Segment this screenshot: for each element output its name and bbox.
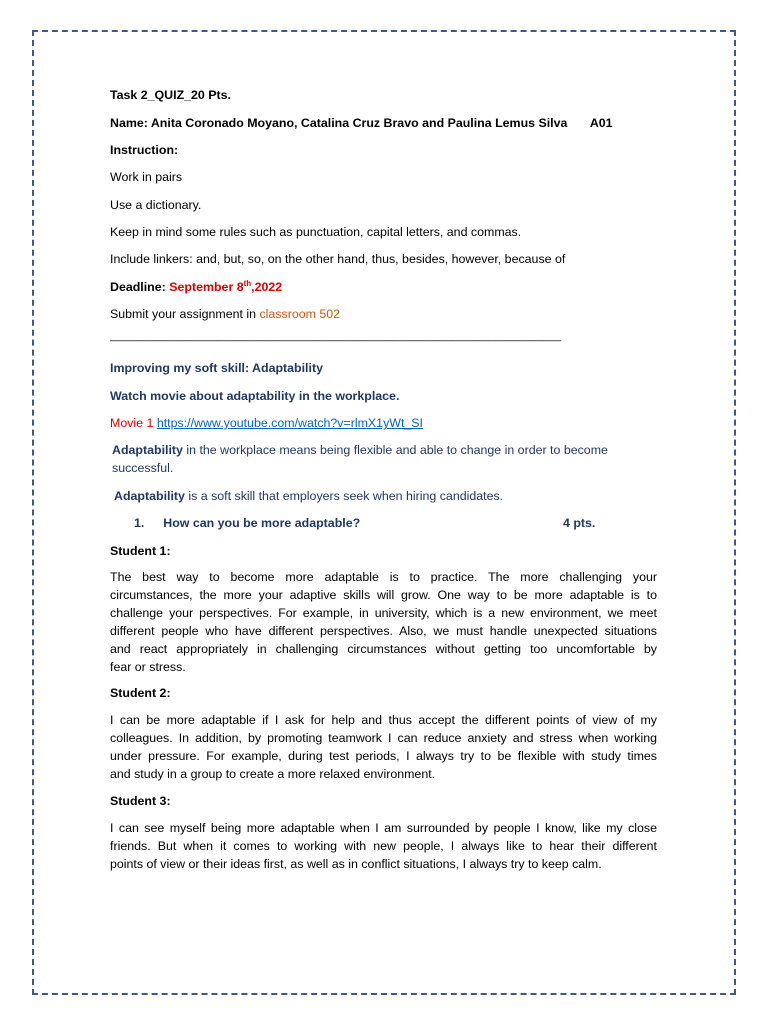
student-3-answer: points of view or their ideas first, as well as in conflict situations, I always try to keep calm. — [110, 857, 602, 871]
definition-term: Adaptability — [112, 443, 183, 457]
student-2-answer: and study in a group to create a more relaxed environment. — [110, 767, 436, 781]
deadline-line — [110, 280, 282, 295]
student-1-answer: and react appropriately in challenging circumstances without getting too uncomfortable by — [110, 642, 657, 656]
names-line — [110, 116, 613, 131]
question-text: How can you be more adaptable? — [163, 516, 361, 530]
definition-1-line-1: Adaptability in the workplace means being flexible and able to change in order to become — [112, 443, 608, 457]
student-1-answer: different people who have different perspectives. Also, we must handle unexpected situations — [110, 624, 657, 638]
deadline-label: Deadline: — [110, 280, 166, 294]
instruction-item: Keep in mind some rules such as punctuation, capital letters, and commas. — [110, 225, 522, 239]
question-points: 4 pts. — [563, 516, 596, 530]
student-2-label: Student 2: — [110, 686, 171, 700]
student-names: Anita Coronado Moyano, Catalina Cruz Bravo and Paulina Lemus Silva — [150, 116, 568, 130]
movie-label: Movie 1 — [110, 416, 154, 430]
definition-term: Adaptability — [114, 489, 185, 503]
question-1 — [134, 516, 360, 531]
student-1-answer: circumstances, the more your adaptive skills will grow. One way to be more adaptable is to — [110, 588, 657, 602]
instruction-item: Include linkers: and, but, so, on the other hand, thus, besides, however, because of — [110, 252, 566, 266]
instruction-item: Work in pairs — [110, 170, 183, 184]
instruction-item: Use a dictionary. — [110, 198, 202, 212]
student-1-answer: The best way to become more adaptable is to practice. The more challenging your — [110, 570, 657, 584]
student-2-answer: I can be more adaptable if I ask for help and thus accept the different points of view of my — [110, 713, 657, 727]
student-1-label: Student 1: — [110, 544, 171, 558]
instruction-heading: Instruction: — [110, 143, 179, 157]
name-label: Name: — [110, 116, 148, 130]
topic-title: Improving my soft skill: Adaptability — [110, 361, 323, 375]
student-1-answer: fear or stress. — [110, 660, 186, 674]
student-2-answer: under pressure. For example, during test periods, I always try to be flexible with study times — [110, 749, 657, 763]
student-1-answer: challenge your perspectives. For example, in university, which is a new environment, we meet — [110, 606, 657, 620]
student-3-label: Student 3: — [110, 794, 171, 808]
submit-place: classroom 502 — [259, 307, 341, 321]
group-code: A01 — [589, 116, 613, 130]
student-2-answer: colleagues. In addition, by promoting teamwork I can reduce anxiety and stress when working — [110, 731, 657, 745]
submit-text: Submit your assignment in — [110, 307, 257, 321]
task-title: Task 2_QUIZ_20 Pts. — [110, 88, 231, 102]
student-3-answer: friends. But when it comes to working with new people, I always like to hear their different — [110, 839, 657, 853]
separator-rule: ________________________________________________________________________ — [110, 330, 562, 342]
question-number: 1. — [134, 516, 145, 530]
movie-link[interactable]: https://www.youtube.com/watch?v=rlmX1yWt_SI — [156, 416, 423, 430]
definition-2: Adaptability is a soft skill that employers seek when hiring candidates. — [114, 489, 504, 503]
watch-instruction: Watch movie about adaptability in the workplace. — [110, 389, 400, 403]
deadline-date: September 8th,2022 — [169, 279, 283, 294]
definition-1-line-2: successful. — [112, 461, 174, 475]
submit-line — [110, 307, 340, 322]
movie-line — [110, 416, 423, 431]
student-3-answer: I can see myself being more adaptable when I am surrounded by people I know, like my close — [110, 821, 657, 835]
